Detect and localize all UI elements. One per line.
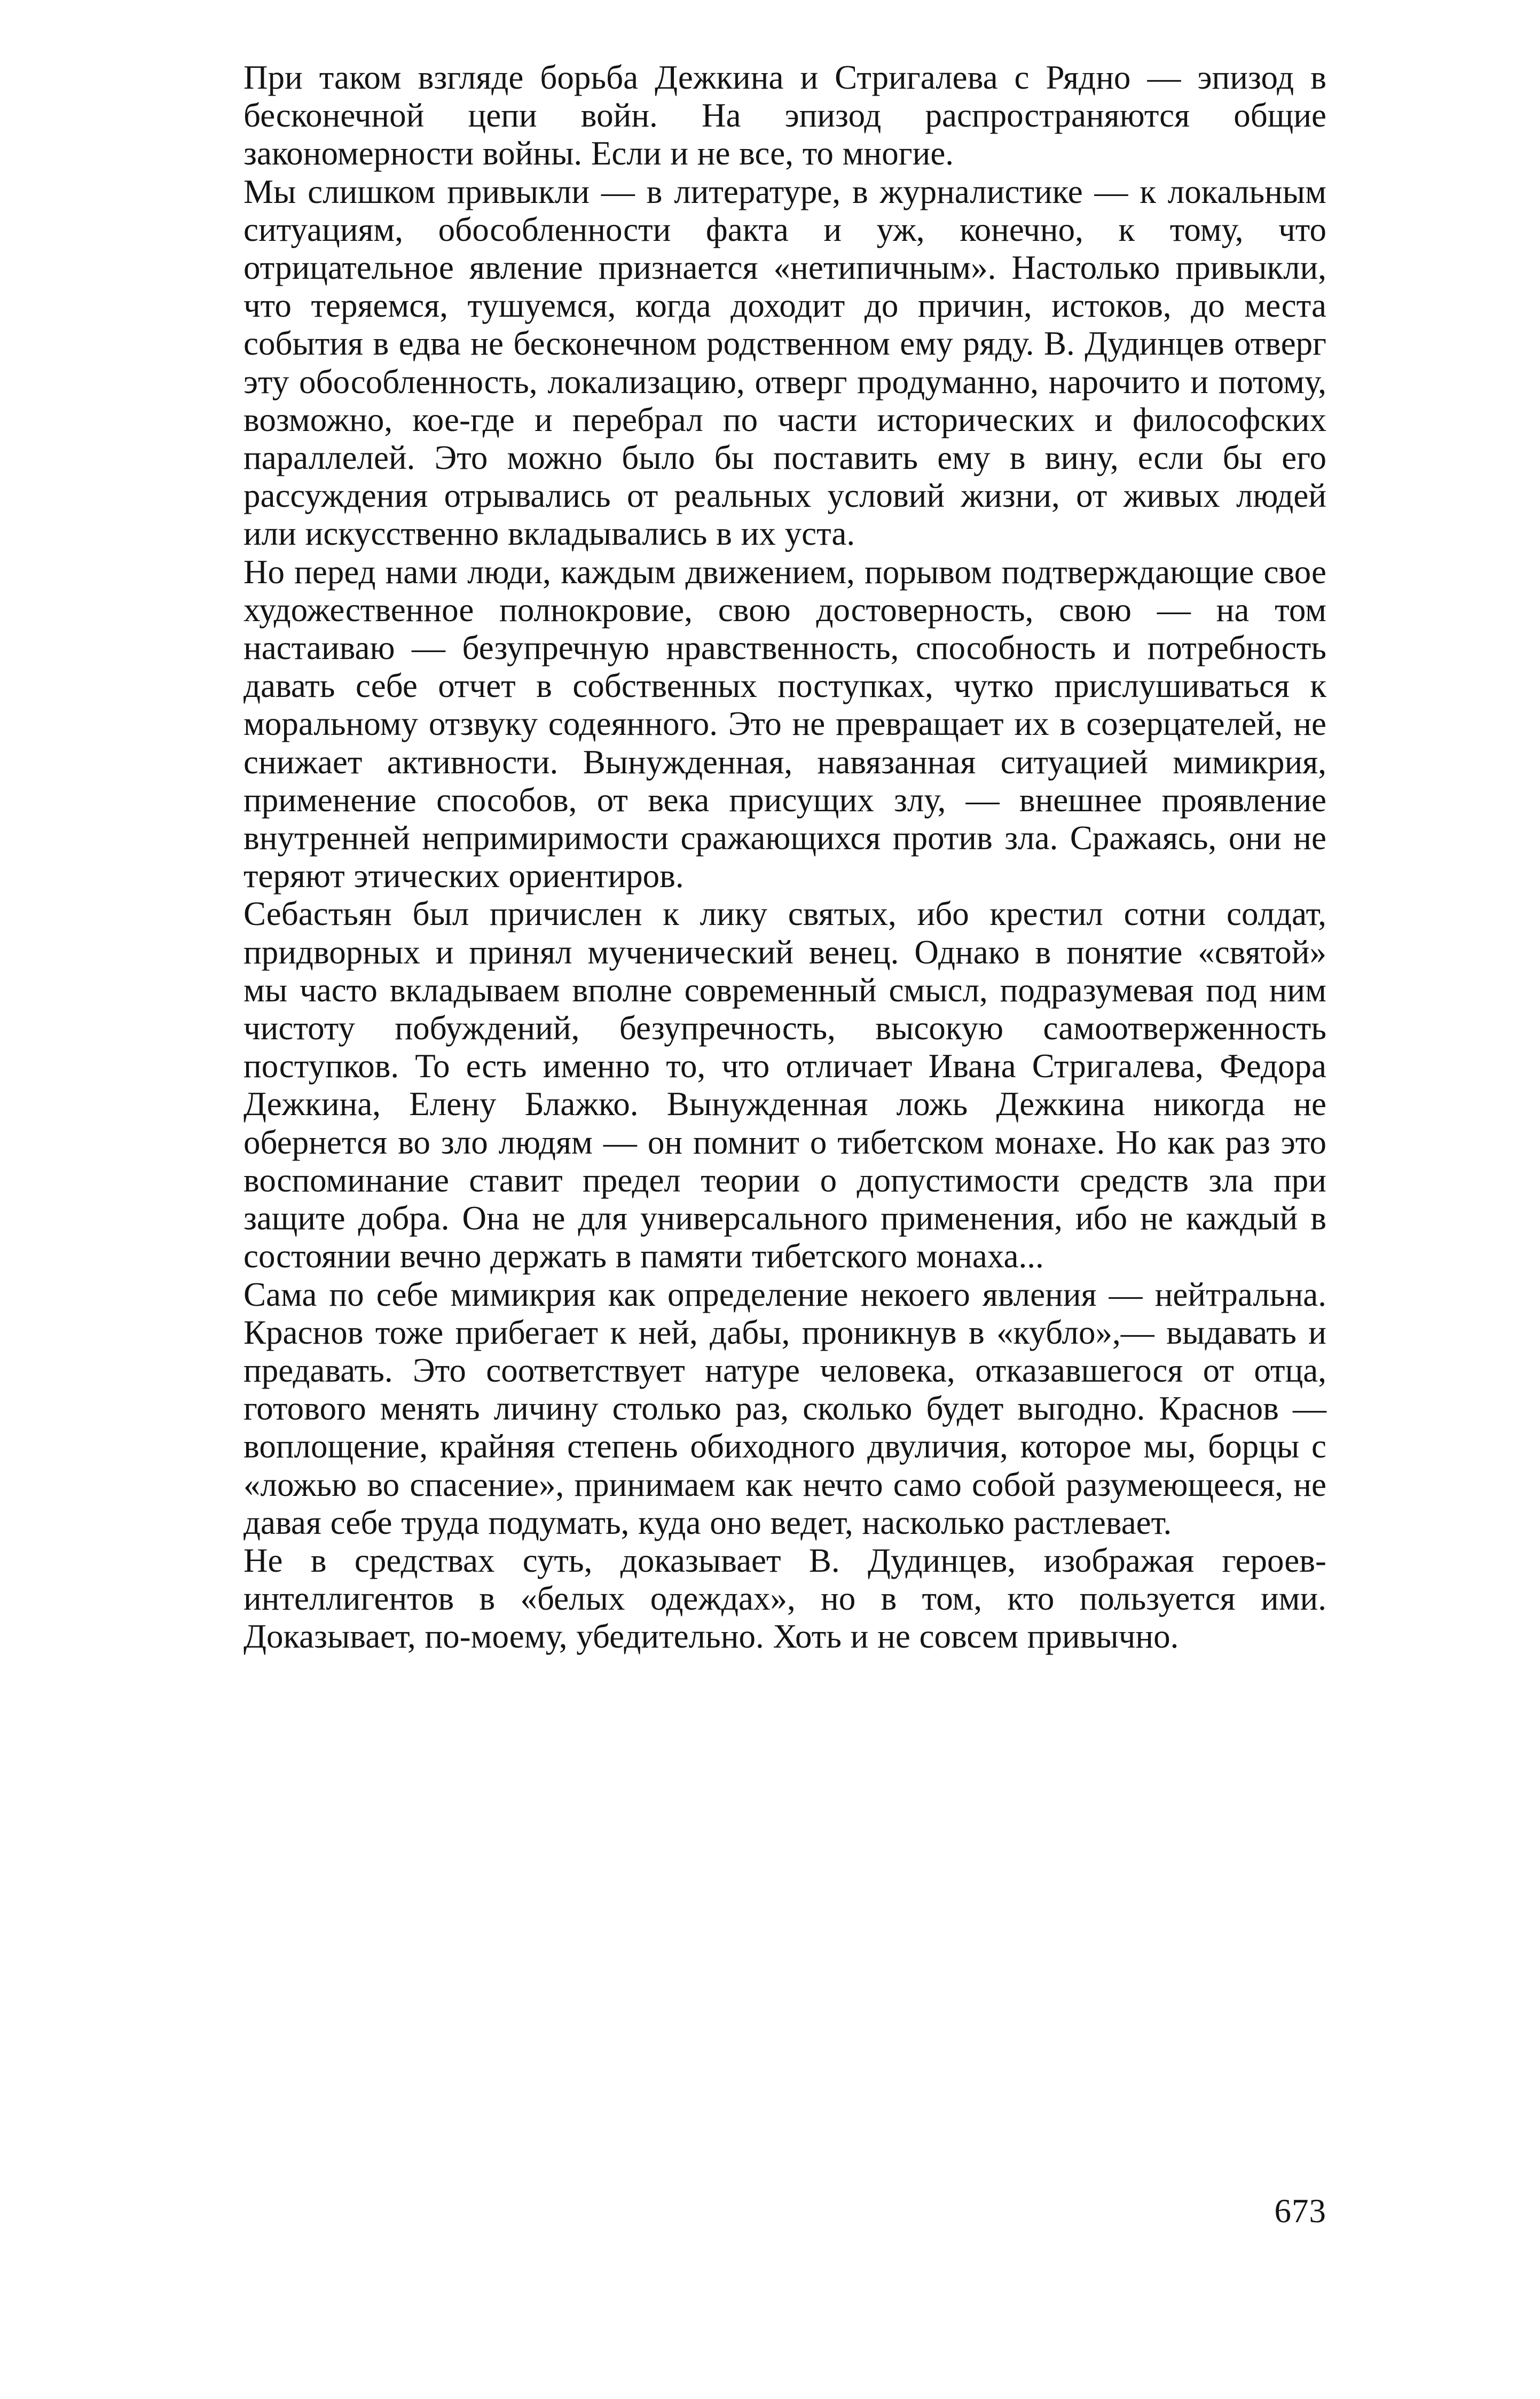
page-content (243, 59, 1326, 1656)
paragraph-5: Сама по себе мимикрия как определение некоего явления — нейтральна. Краснов тоже прибегает к ней, дабы, проникнув в «кубло»,— выдавать и предавать. Это соответствует натуре человека, отказавшегося от отца, готового менять личину столько раз, сколько будет выгодно. Краснов — воплощение, крайняя степень обиходного двуличия, которое мы, борцы с «ложью во спасение», принимаем как нечто само собой разумеющееся, не давая себе труда подумать, куда оно ведет, насколько растлевает. (243, 1275, 1326, 1541)
paragraph-6: Не в средствах суть, доказывает В. Дудинцев, изображая героев-интеллигентов в «белых одеждах», но в том, кто пользуется ими. Доказывает, по-моему, убедительно. Хоть и не совсем привычно. (243, 1541, 1326, 1656)
paragraph-3: Но перед нами люди, каждым движением, порывом подтверждающие свое художественное полнокровие, свою достоверность, свою — на том настаиваю — безупречную нравственность, способность и потребность давать себе отчет в собственных поступках, чутко прислушиваться к моральному отзвуку содеянного. Это не превращает их в созерцателей, не снижает активности. Вынужденная, навязанная ситуацией мимикрия, применение способов, от века присущих злу, — внешнее проявление внутренней непримиримости сражающихся против зла. Сражаясь, они не теряют этических ориентиров. (243, 553, 1326, 895)
page-number: 673 (1274, 2192, 1326, 2230)
paragraph-1: При таком взгляде борьба Дежкина и Стригалева с Рядно — эпизод в бесконечной цепи войн. На эпизод распространяются общие закономерности войны. Если и не все, то многие. (243, 59, 1326, 173)
body-text (243, 59, 1326, 1656)
paragraph-2: Мы слишком привыкли — в литературе, в журналистике — к локальным ситуациям, обособленности факта и уж, конечно, к тому, что отрицательное явление признается «нетипичным». Настолько привыкли, что теряемся, тушуемся, когда доходит до причин, истоков, до места события в едва не бесконечном родственном ему ряду. В. Дудинцев отверг эту обособленность, локализацию, отверг продуманно, нарочито и потому, возможно, кое-где и перебрал по части исторических и философских параллелей. Это можно было бы поставить ему в вину, если бы его рассуждения отрывались от реальных условий жизни, от живых людей или искусственно вкладывались в их уста. (243, 173, 1326, 553)
paragraph-4: Себастьян был причислен к лику святых, ибо крестил сотни солдат, придворных и принял мученический венец. Однако в понятие «святой» мы часто вкладываем вполне современный смысл, подразумевая под ним чистоту побуждений, безупречность, высокую самоотверженность поступков. То есть именно то, что отличает Ивана Стригалева, Федора Дежкина, Елену Блажко. Вынужденная ложь Дежкина никогда не обернется во зло людям — он помнит о тибетском монахе. Но как раз это воспоминание ставит предел теории о допустимости средств зла при защите добра. Она не для универсального применения, ибо не каждый в состоянии вечно держать в памяти тибетского монаха... (243, 895, 1326, 1275)
